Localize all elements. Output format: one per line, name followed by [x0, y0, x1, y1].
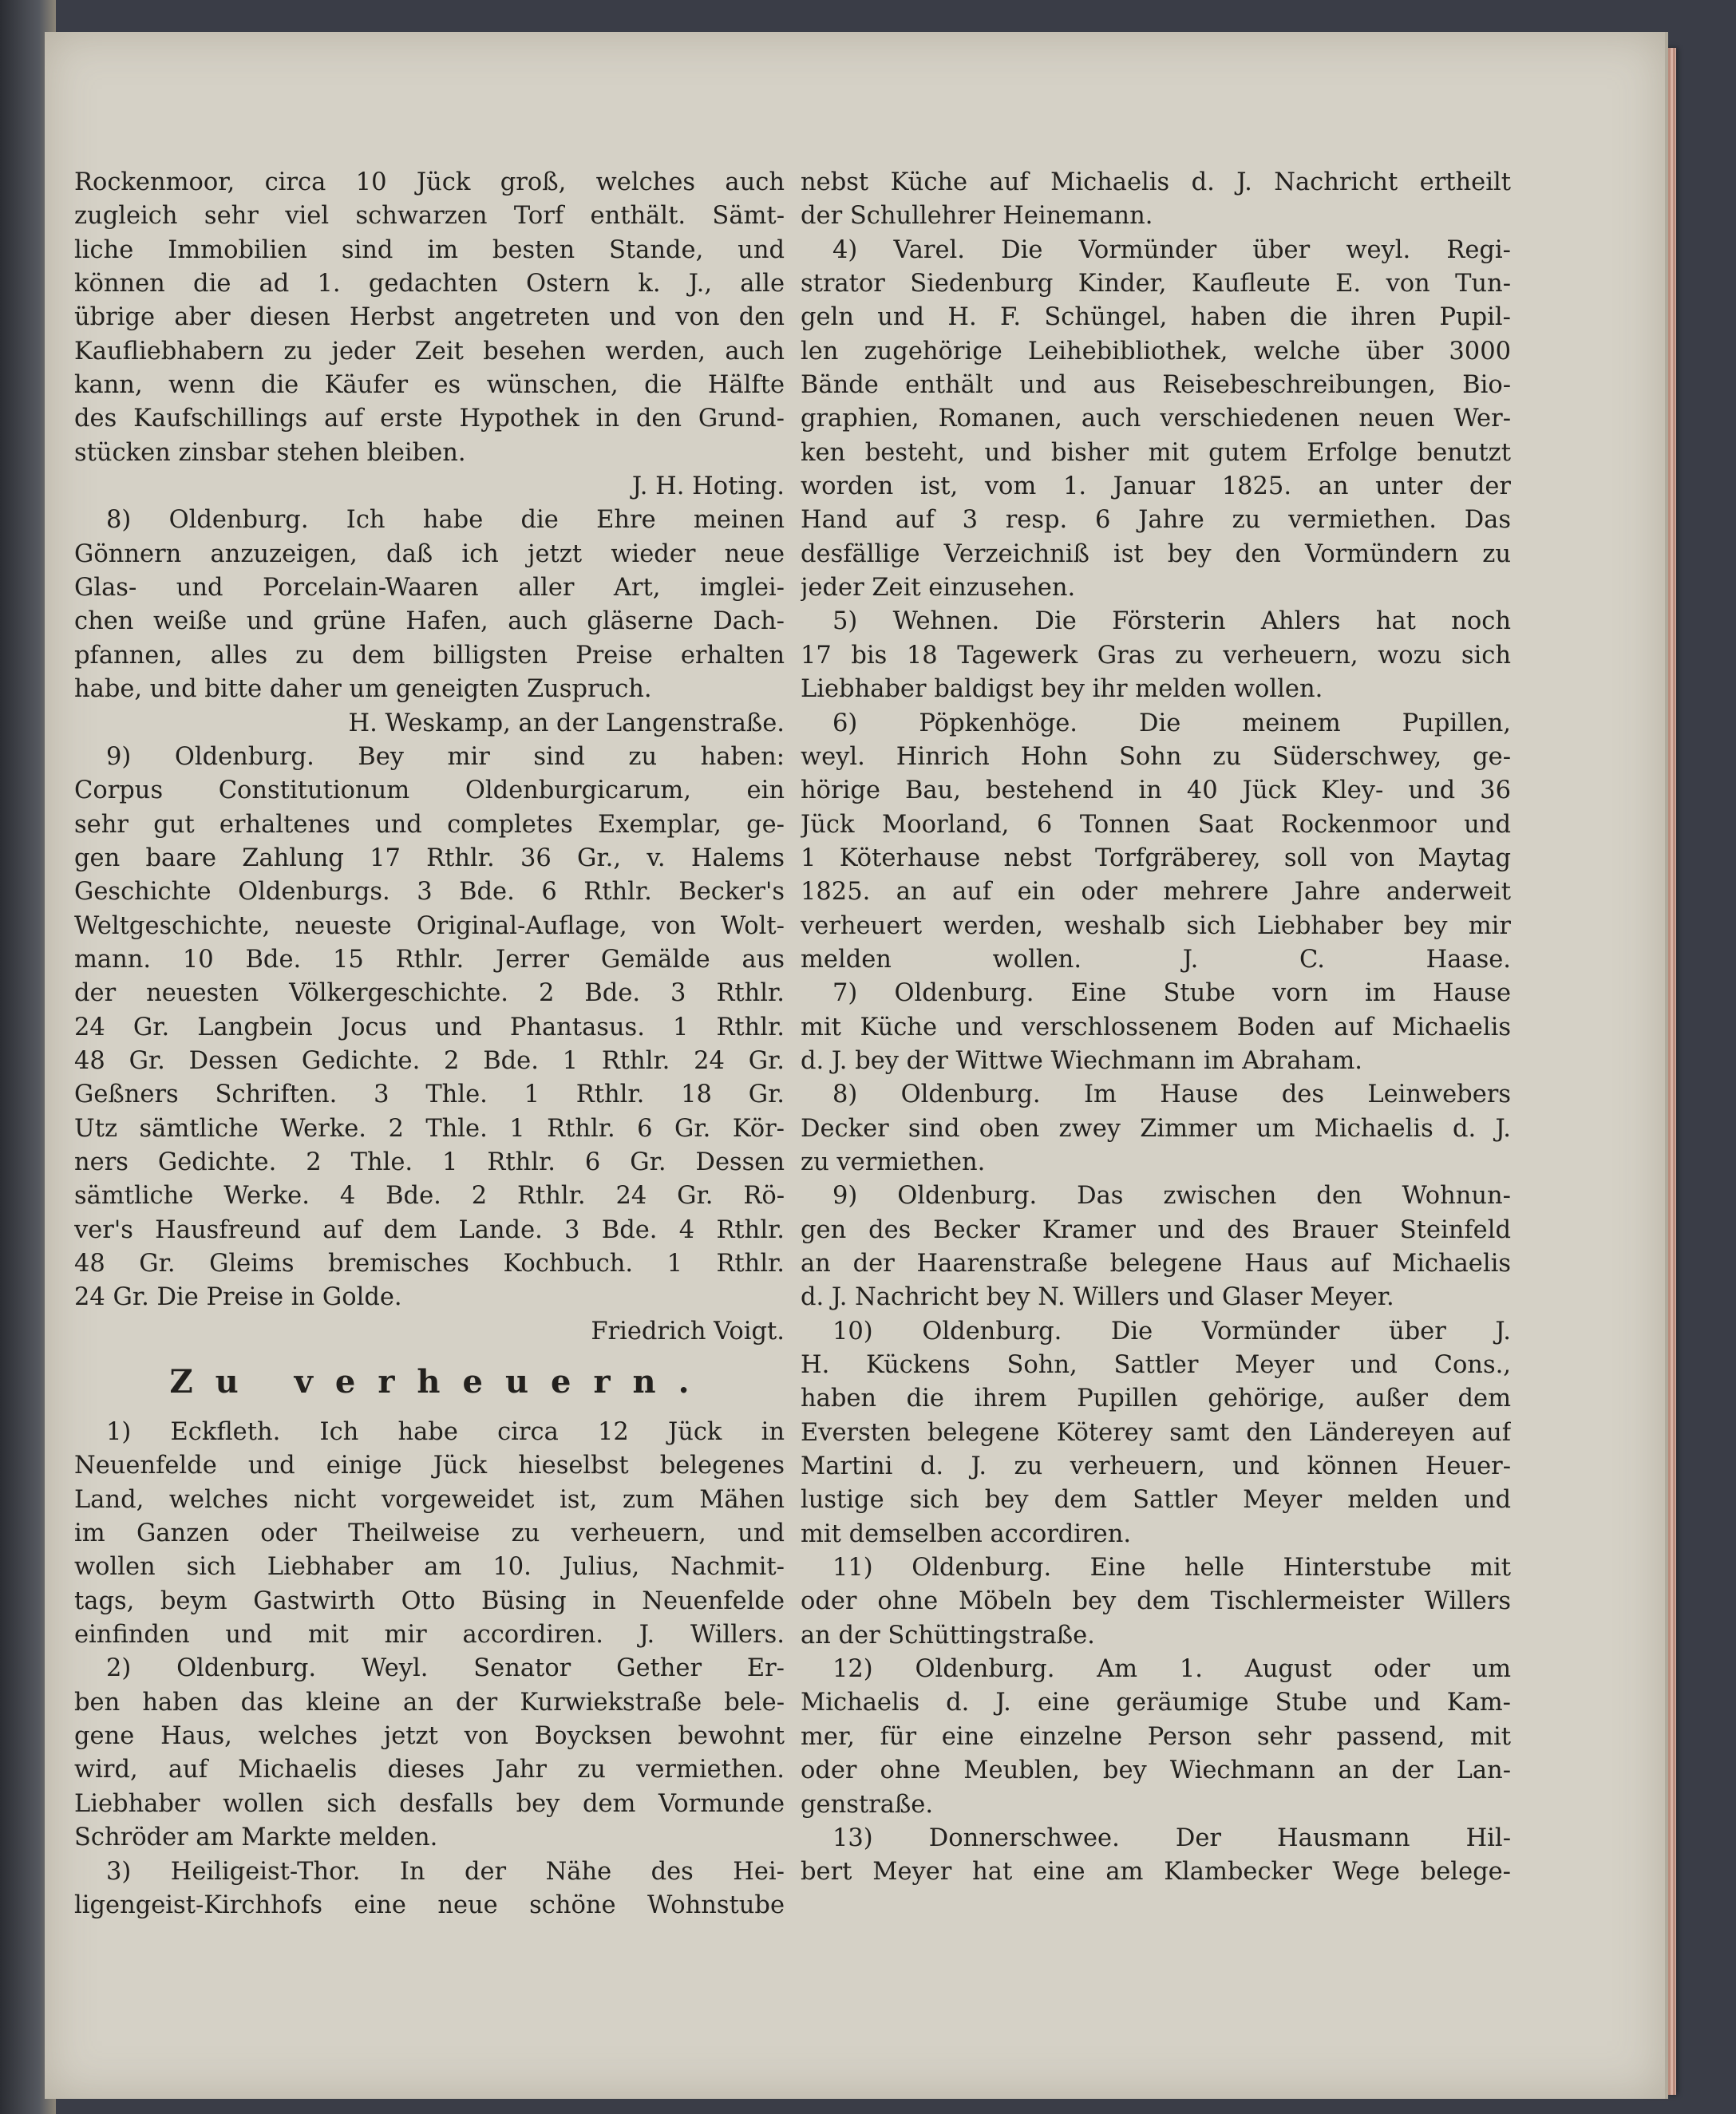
- text-line: Geschichte Oldenburgs. 3 Bde. 6 Rthlr. Becker's: [74, 878, 785, 907]
- entry-first-line: 9) Oldenburg. Bey mir sind zu haben:: [106, 742, 785, 771]
- text-line: oder ohne Möbeln bey dem Tischlermeister Willers: [801, 1587, 1511, 1616]
- text-line: Liebhaber wollen sich desfalls bey dem Vormunde: [74, 1789, 785, 1818]
- entry-first-line: 2) Oldenburg. Weyl. Senator Gether Er-: [106, 1654, 785, 1683]
- text-line: sämtliche Werke. 4 Bde. 2 Rthlr. 24 Gr. Rö-: [74, 1182, 785, 1211]
- text-line: graphien, Romanen, auch verschiedenen neuen Wer-: [801, 405, 1511, 433]
- text-line: oder ohne Meublen, bey Wiechmann an der Lan-: [801, 1756, 1511, 1785]
- entry-first-line: 10) Oldenburg. Die Vormünder über J.: [832, 1317, 1511, 1345]
- text-line: Schröder am Markte melden.: [74, 1824, 438, 1852]
- text-line: wird, auf Michaelis dieses Jahr zu vermiethen.: [74, 1756, 785, 1784]
- text-line: 48 Gr. Gleims bremisches Kochbuch. 1 Rthlr.: [74, 1250, 785, 1278]
- entry-first-line: 7) Oldenburg. Eine Stube vorn im Hause: [832, 979, 1511, 1008]
- text-line: 17 bis 18 Tagewerk Gras zu verheuern, wozu sich: [801, 641, 1511, 670]
- text-line: verheuert werden, weshalb sich Liebhaber bey mir: [801, 911, 1511, 940]
- text-line: ver's Hausfreund auf dem Lande. 3 Bde. 4 Rthlr.: [74, 1215, 785, 1244]
- text-line: d. J. bey der Wittwe Wiechmann im Abraham.: [801, 1046, 1363, 1075]
- text-line: kann, wenn die Käufer es wünschen, die Hälfte: [74, 371, 785, 400]
- entry-first-line: 5) Wehnen. Die Försterin Ahlers hat noch: [832, 607, 1511, 636]
- text-line: Hand auf 3 resp. 6 Jahre zu vermiethen. Das: [801, 506, 1511, 535]
- text-line: lustige sich bey dem Sattler Meyer melden und: [801, 1486, 1511, 1515]
- entry-first-line: 8) Oldenburg. Ich habe die Ehre meinen: [106, 506, 785, 535]
- entry-first-line: 6) Pöpkenhöge. Die meinem Pupillen,: [832, 709, 1511, 737]
- text-line: mit Küche und verschlossenem Boden auf Michaelis: [801, 1013, 1511, 1041]
- text-line: ligengeist-Kirchhofs eine neue schöne Wohnstube: [74, 1891, 785, 1919]
- text-line: an der Haarenstraße belegene Haus auf Michaelis: [801, 1250, 1511, 1278]
- text-line: desfällige Verzeichniß ist bey den Vormündern zu: [801, 539, 1511, 568]
- signature-line: Friedrich Voigt.: [591, 1317, 785, 1345]
- text-line: Gönnern anzuzeigen, daß ich jetzt wieder neue: [74, 539, 785, 568]
- text-line: 48 Gr. Dessen Gedichte. 2 Bde. 1 Rthlr. 24 Gr.: [74, 1046, 785, 1075]
- text-line: H. Kückens Sohn, Sattler Meyer und Cons.,: [801, 1351, 1511, 1380]
- entry-first-line: 4) Varel. Die Vormünder über weyl. Regi-: [832, 235, 1511, 264]
- text-line: Michaelis d. J. eine geräumige Stube und Kam-: [801, 1689, 1511, 1717]
- text-line: Neuenfelde und einige Jück hieselbst belegenes: [74, 1452, 785, 1480]
- section-heading: Zu verheuern.: [169, 1363, 712, 1401]
- text-line: Kaufliebhabern zu jeder Zeit besehen werden, auch: [74, 337, 785, 366]
- text-line: gen des Becker Kramer und des Brauer Steinfeld: [801, 1215, 1511, 1244]
- text-line: genstraße.: [801, 1790, 934, 1819]
- entry-first-line: 12) Oldenburg. Am 1. August oder um: [832, 1655, 1511, 1684]
- text-line: geln und H. F. Schüngel, haben die ihren Pupil-: [801, 303, 1511, 332]
- entry-first-line: 3) Heiligeist-Thor. In der Nähe des Hei-: [106, 1857, 785, 1886]
- entry-first-line: 8) Oldenburg. Im Hause des Leinwebers: [832, 1081, 1511, 1109]
- text-line: wollen sich Liebhaber am 10. Julius, Nachmit-: [74, 1553, 785, 1582]
- text-line: gen baare Zahlung 17 Rthlr. 36 Gr., v. Halems: [74, 844, 785, 872]
- text-line: Martini d. J. zu verheuern, und können Heuer-: [801, 1452, 1511, 1481]
- text-line: pfannen, alles zu dem billigsten Preise erhalten: [74, 641, 785, 670]
- entry-first-line: 13) Donnerschwee. Der Hausmann Hil-: [832, 1824, 1511, 1852]
- text-line: Corpus Constitutionum Oldenburgicarum, ein: [74, 776, 785, 805]
- text-line: zu vermiethen.: [801, 1148, 986, 1176]
- text-line: der Schullehrer Heinemann.: [801, 202, 1153, 231]
- text-line: mann. 10 Bde. 15 Rthlr. Jerrer Gemälde aus: [74, 945, 785, 974]
- text-line: Jück Moorland, 6 Tonnen Saat Rockenmoor und: [801, 810, 1511, 839]
- text-line: Rockenmoor, circa 10 Jück groß, welches auch: [74, 168, 785, 196]
- signature-line: H. Weskamp, an der Langenstraße.: [348, 709, 785, 737]
- text-line: 1 Köterhause nebst Torfgräberey, soll von Maytag: [801, 844, 1511, 872]
- signature-line: J. H. Hoting.: [631, 472, 785, 501]
- text-line: mer, für eine einzelne Person sehr passend, mit: [801, 1722, 1511, 1751]
- text-line: Utz sämtliche Werke. 2 Thle. 1 Rthlr. 6 Gr. Kör-: [74, 1114, 785, 1143]
- text-line: zugleich sehr viel schwarzen Torf enthält. Sämt-: [74, 202, 785, 231]
- text-line: Glas- und Porcelain-Waaren aller Art, imglei-: [74, 574, 785, 603]
- text-line: hörige Bau, bestehend in 40 Jück Kley- und 36: [801, 776, 1511, 805]
- text-line: weyl. Hinrich Hohn Sohn zu Süderschwey, ge-: [801, 742, 1511, 771]
- text-line: Bände enthält und aus Reisebeschreibungen, Bio-: [801, 371, 1511, 400]
- text-line: können die ad 1. gedachten Ostern k. J., alle: [74, 270, 785, 298]
- text-line: len zugehörige Leihebibliothek, welche über 3000: [801, 337, 1511, 366]
- entry-first-line: 1) Eckfleth. Ich habe circa 12 Jück in: [106, 1418, 785, 1447]
- text-line: übrige aber diesen Herbst angetreten und von den: [74, 303, 785, 332]
- text-line: stücken zinsbar stehen bleiben.: [74, 438, 466, 467]
- text-line: Eversten belegene Köterey samt den Ländereyen auf: [801, 1418, 1511, 1447]
- text-line: sehr gut erhaltenes und completes Exemplar, ge-: [74, 810, 785, 839]
- text-line: ners Gedichte. 2 Thle. 1 Rthlr. 6 Gr. Dessen: [74, 1148, 785, 1176]
- text-line: 24 Gr. Die Preise in Golde.: [74, 1283, 402, 1312]
- text-line: tags, beym Gastwirth Otto Büsing in Neuenfelde: [74, 1586, 785, 1615]
- text-line: Land, welches nicht vorgeweidet ist, zum Mähen: [74, 1485, 785, 1514]
- text-line: der neuesten Völkergeschichte. 2 Bde. 3 Rthlr.: [74, 979, 785, 1008]
- text-line: chen weiße und grüne Hafen, auch gläserne Dach-: [74, 607, 785, 636]
- text-line: Decker sind oben zwey Zimmer um Michaelis d. J.: [801, 1114, 1511, 1143]
- text-line: strator Siedenburg Kinder, Kaufleute E. von Tun-: [801, 270, 1511, 298]
- text-line: des Kaufschillings auf erste Hypothek in den Grund-: [74, 405, 785, 433]
- text-line: jeder Zeit einzusehen.: [801, 574, 1076, 603]
- text-line: Geßners Schriften. 3 Thle. 1 Rthlr. 18 Gr.: [74, 1081, 785, 1109]
- text-line: nebst Küche auf Michaelis d. J. Nachricht ertheilt: [801, 168, 1511, 196]
- text-line: d. J. Nachricht bey N. Willers und Glaser Meyer.: [801, 1283, 1394, 1312]
- text-line: liche Immobilien sind im besten Stande, und: [74, 235, 785, 264]
- text-line: 24 Gr. Langbein Jocus und Phantasus. 1 Rthlr.: [74, 1013, 785, 1041]
- left-column: [74, 166, 785, 1922]
- text-line: Weltgeschichte, neueste Original-Auflage, von Wolt-: [74, 911, 785, 940]
- entry-first-line: 9) Oldenburg. Das zwischen den Wohnun-: [832, 1182, 1511, 1211]
- entry-first-line: 11) Oldenburg. Eine helle Hinterstube mit: [832, 1554, 1511, 1583]
- text-line: ben haben das kleine an der Kurwiekstraße bele-: [74, 1688, 785, 1717]
- text-line: habe, und bitte daher um geneigten Zuspruch.: [74, 675, 652, 704]
- right-column: [801, 166, 1511, 1890]
- text-line: ken besteht, und bisher mit gutem Erfolge benutzt: [801, 438, 1511, 467]
- text-line: worden ist, vom 1. Januar 1825. an unter der: [801, 472, 1511, 501]
- text-line: bert Meyer hat eine am Klambecker Wege belege-: [801, 1858, 1511, 1887]
- text-line: gene Haus, welches jetzt von Boycksen bewohnt: [74, 1722, 785, 1751]
- text-line: mit demselben accordiren.: [801, 1519, 1132, 1548]
- text-line: im Ganzen oder Theilweise zu verheuern, und: [74, 1519, 785, 1548]
- text-line: einfinden und mit mir accordiren. J. Willers.: [74, 1621, 785, 1650]
- text-line: an der Schüttingstraße.: [801, 1621, 1095, 1650]
- text-line: Liebhaber baldigst bey ihr melden wollen.: [801, 675, 1323, 704]
- text-line: haben die ihrem Pupillen gehörige, außer dem: [801, 1385, 1511, 1413]
- text-line: 1825. an auf ein oder mehrere Jahre anderweit: [801, 878, 1511, 907]
- text-line: melden wollen. J. C. Haase.: [801, 945, 1511, 974]
